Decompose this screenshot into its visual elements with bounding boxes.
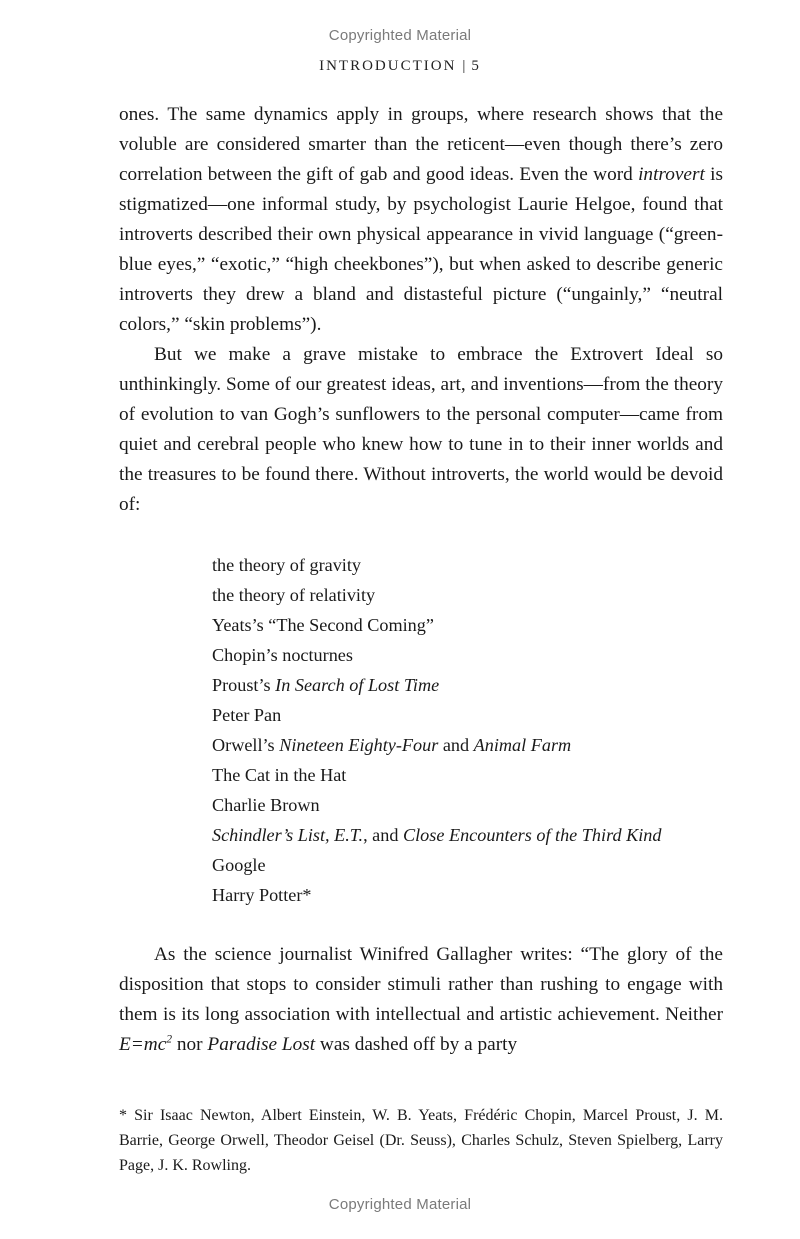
paragraph-2 [119,340,723,520]
paragraph-3-text-a: As the science journalist Winifred Gallagher writes: “The glory of the disposition that stops to consider stimuli rather than rushing to engage with them is its long association with intellectual and artistic achievement. Neither [119,944,723,1025]
list-item-title: Close Encounters of the Third Kind [402,825,662,845]
list-item-conjunction: and [438,735,474,755]
paragraph-3-text-b: nor [172,1034,208,1055]
footnote: * Sir Isaac Newton, Albert Einstein, W. B. Yeats, Frédéric Chopin, Marcel Proust, J. M. Barrie, George Orwell, Theodor Geisel (Dr. Seuss), Charles Schulz, Steven Spielberg, Larry Page, J. K. Rowling. [119,1107,723,1174]
copyright-watermark-bottom: Copyrighted Material [328,1196,472,1213]
list-item: The Cat in the Hat [212,765,347,785]
list-item: Harry Potter* [212,885,312,905]
paragraph-2-text: But we make a grave mistake to embrace the Extrovert Ideal so unthinkingly. Some of our greatest ideas, art, and inventions—from the theory of evolution to van Gogh’s sunflowers to the personal computer—came from quiet and cerebral people who knew how to tune in to their inner worlds and the treasures to be found there. Without introverts, the world would be devoid of: [119,344,723,515]
list-item-prefix: Orwell’s [212,735,280,755]
paragraph-1-text-a: ones. The same dynamics apply in groups, where research shows that the voluble are considered smarter than the reticent—even though there’s zero correlation between the gift of gab and good ideas. Even the word [119,104,723,185]
paragraph-3-text-d: was dashed off by a party [315,1034,518,1055]
list-item: Charlie Brown [212,795,320,815]
list-item [212,820,661,850]
paragraph-3 [119,940,723,1060]
list-item-title: In Search of Lost Time [275,675,440,695]
page-number: 5 [471,58,481,74]
paragraph-1-italic-introvert: introvert [638,164,705,185]
formula [119,1034,172,1055]
formula-base: E=mc [119,1034,167,1055]
formula-exponent: 2 [166,1032,173,1046]
list-item-title: Animal Farm [473,735,572,755]
list-item: Google [212,855,266,875]
list-item-conjunction: , and [363,825,403,845]
list-item: Peter Pan [212,705,282,725]
paragraph-1 [119,100,723,340]
list-item: the theory of gravity [212,555,361,575]
list-item [212,670,661,700]
list-item-title: Schindler’s List, E.T. [212,825,364,845]
running-head [0,58,800,75]
list-item-prefix: Proust’s [212,675,276,695]
list-item-title: Nineteen Eighty-Four [279,735,439,755]
section-title: INTRODUCTION [319,58,457,74]
list-item: Chopin’s nocturnes [212,645,353,665]
list-item [212,730,661,760]
introvert-achievements-list [212,550,661,910]
list-item: the theory of relativity [212,585,376,605]
copyright-watermark-top: Copyrighted Material [328,27,472,44]
list-item: Yeats’s “The Second Coming” [212,615,434,635]
paragraph-1-text-c: is stigmatized—one informal study, by psychologist Laurie Helgoe, found that introverts described their own physical appearance in vivid language (“green-blue eyes,” “exotic,” “high cheekbones”), but when asked to describe generic introverts they drew a bland and distasteful picture (“ungainly,” “neutral colors,” “skin problems”). [119,164,723,335]
header-separator: | [462,58,466,74]
paragraph-3-italic-paradise-lost: Paradise Lost [207,1034,316,1055]
